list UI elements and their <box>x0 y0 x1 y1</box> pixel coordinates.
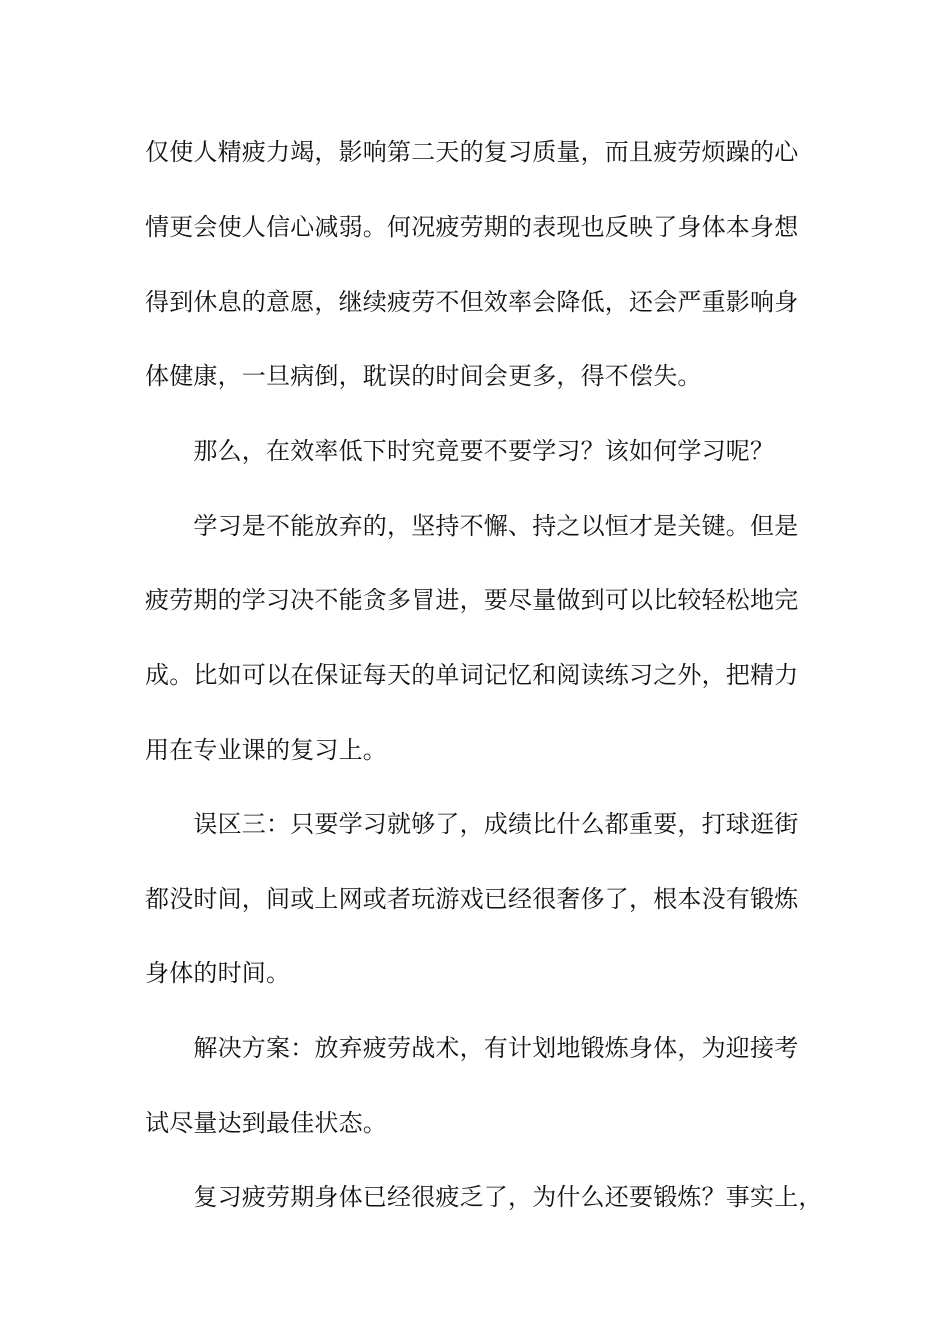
text-line: 得到休息的意愿，继续疲劳不但效率会降低，还会严重影响身 <box>145 288 799 316</box>
text-line: 都没时间，间或上网或者玩游戏已经很奢侈了，根本没有锻炼 <box>145 885 799 913</box>
text-line: 体健康，一旦病倒，耽误的时间会更多，得不偿失。 <box>145 362 702 390</box>
text-line: 用在专业课的复习上。 <box>145 736 387 764</box>
text-line: 那么，在效率低下时究竟要不要学习？该如何学习呢？ <box>145 437 775 465</box>
text-line: 仅使人精疲力竭，影响第二天的复习质量，而且疲劳烦躁的心 <box>145 138 799 166</box>
text-line: 试尽量达到最佳状态。 <box>145 1109 387 1137</box>
text-line: 学习是不能放弃的，坚持不懈、持之以恒才是关键。但是 <box>145 512 799 540</box>
text-line: 解决方案：放弃疲劳战术，有计划地锻炼身体，为迎接考 <box>145 1034 799 1062</box>
text-line: 复习疲劳期身体已经很疲乏了，为什么还要锻炼？事实上， <box>145 1183 823 1211</box>
text-line: 成。比如可以在保证每天的单词记忆和阅读练习之外，把精力 <box>145 661 799 689</box>
text-line: 误区三：只要学习就够了，成绩比什么都重要，打球逛街 <box>145 810 799 838</box>
text-line: 身体的时间。 <box>145 959 291 987</box>
text-line: 情更会使人信心减弱。何况疲劳期的表现也反映了身体本身想 <box>145 213 799 241</box>
text-line: 疲劳期的学习决不能贪多冒进，要尽量做到可以比较轻松地完 <box>145 586 799 614</box>
